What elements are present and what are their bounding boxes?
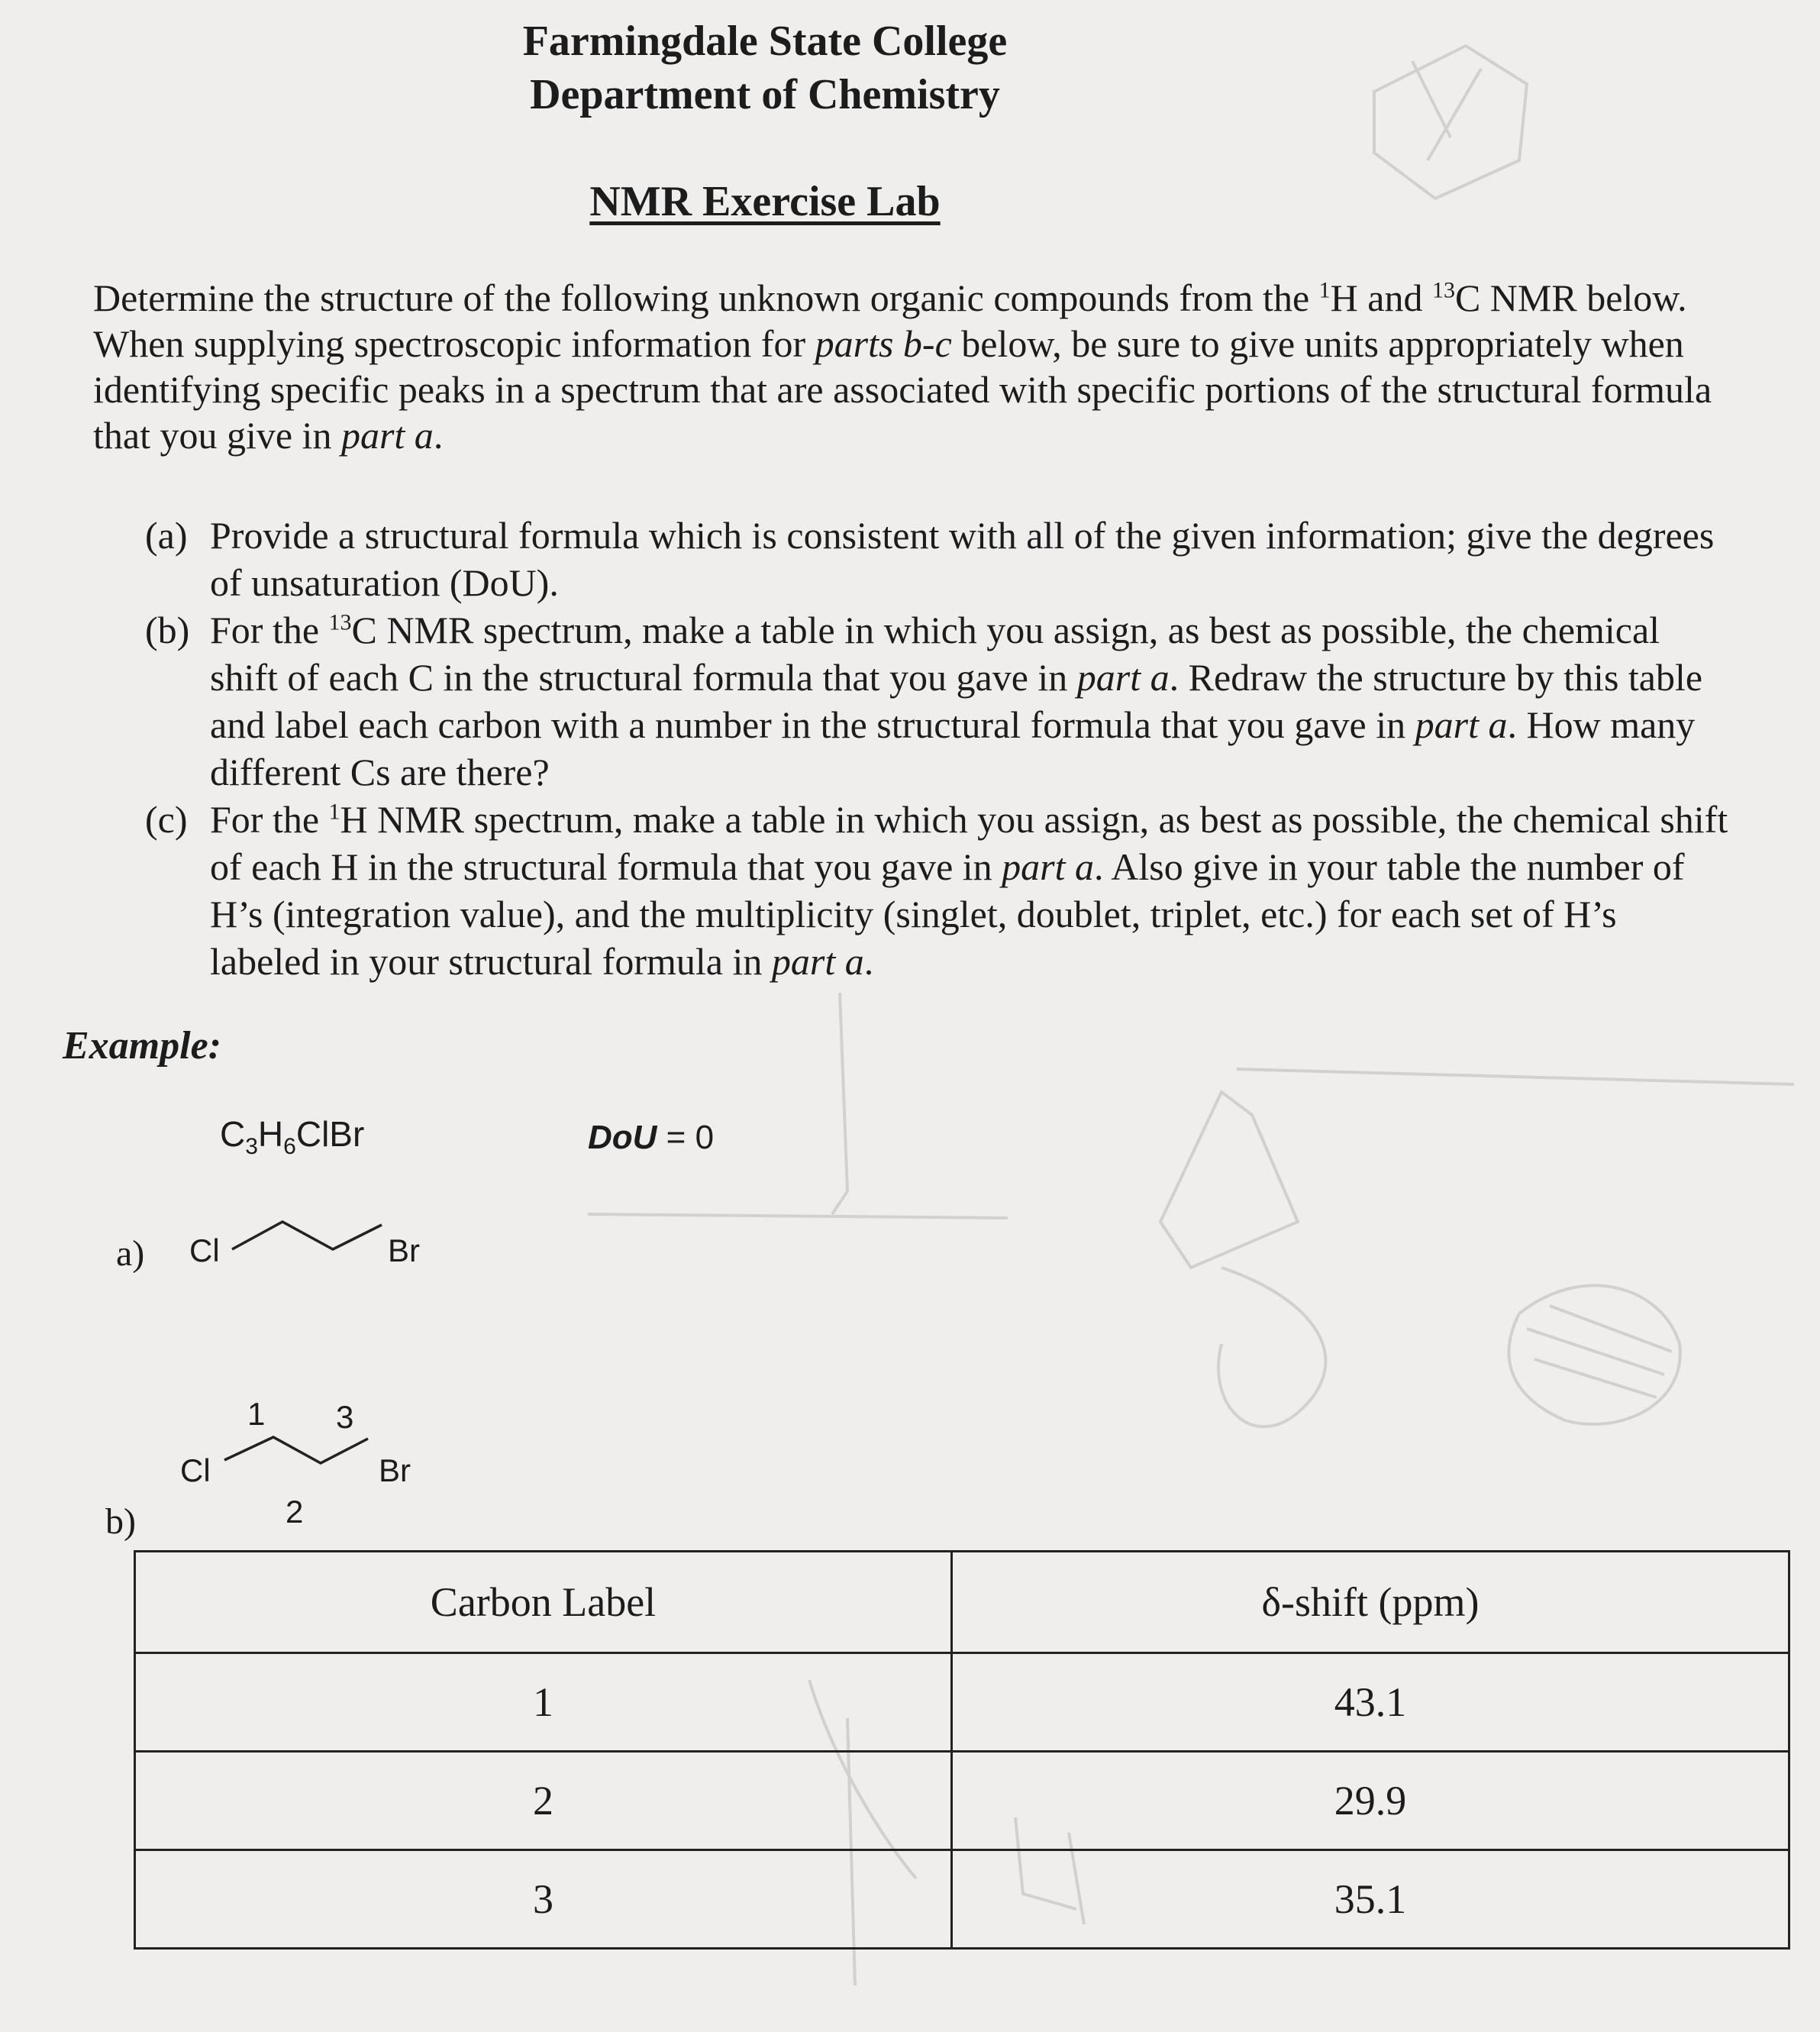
example-heading: Example: <box>63 1024 221 1068</box>
shift-cell: 35.1 <box>952 1850 1789 1949</box>
mol-b-bromine: Br <box>379 1452 411 1488</box>
question-a <box>145 512 1733 606</box>
mol-a-chlorine: Cl <box>189 1232 220 1268</box>
question-b <box>145 606 1733 796</box>
college-name: Farmingdale State College <box>522 18 1008 65</box>
instructions-paragraph: Determine the structure of the following unknown organic compounds from the $^1$H and $^{13}$C NMR below. When supplying spectroscopic information for parts b-c below, be sure to give units appropriately when identifying specific peaks in a spectrum that are associated with specific portions of the structural formula that you give in part a. <box>93 276 1712 457</box>
carbon-shift-table <box>134 1550 1790 1950</box>
question-b-label: (b) <box>145 609 190 651</box>
part-a-label: a) <box>116 1233 145 1274</box>
question-c-label: (c) <box>145 798 188 841</box>
department-name: Department of Chemistry <box>530 71 1000 118</box>
table-header-row <box>135 1552 1789 1653</box>
carbon-number-2: 2 <box>286 1494 304 1530</box>
degrees-of-unsaturation: DoU = 0 <box>588 1119 715 1156</box>
table-row <box>135 1653 1789 1752</box>
page-title: NMR Exercise Lab <box>589 178 941 225</box>
carbon-label-cell: 3 <box>135 1850 952 1949</box>
table-row <box>135 1752 1789 1850</box>
question-list <box>145 512 1733 985</box>
molecular-formula: $C_3H_6ClBr$ <box>220 1114 365 1160</box>
question-c-text: For the $^1$H NMR spectrum, make a table in which you assign, as best as possible, the chemical shift of each H in the structural formula that you gave in part a. Also give in your table the number of H’s (integration value), and the multiplicity (singlet, doublet, triplet, etc.) for each set of H’s labeled in your structural formula in part a. <box>210 798 1728 983</box>
question-a-label: (a) <box>145 514 188 557</box>
table-row <box>135 1850 1789 1949</box>
header-delta-shift: δ-shift (ppm) <box>952 1552 1789 1653</box>
shift-cell: 29.9 <box>952 1752 1789 1850</box>
carbon-number-1: 1 <box>247 1396 266 1432</box>
question-a-text: Provide a structural formula which is consistent with all of the given information; give the degrees of unsaturation (DoU). <box>210 514 1715 604</box>
carbon-label-cell: 1 <box>135 1653 952 1752</box>
mol-b-chlorine: Cl <box>180 1452 211 1488</box>
carbon-number-3: 3 <box>336 1399 354 1435</box>
question-b-text: For the $^{13}$C NMR spectrum, make a table in which you assign, as best as possible, the chemical shift of each C in the structural formula that you gave in part a. Redraw the structure by this table and label each carbon with a number in the structural formula that you gave in part a. How many different Cs are there? <box>210 609 1703 793</box>
part-b-label: b) <box>105 1501 136 1542</box>
mol-b-skeleton <box>221 1433 389 1478</box>
mol-a-skeleton <box>229 1214 397 1260</box>
mol-a-bromine: Br <box>388 1232 420 1268</box>
header-carbon-label: Carbon Label <box>135 1552 952 1653</box>
carbon-label-cell: 2 <box>135 1752 952 1850</box>
shift-cell: 43.1 <box>952 1653 1789 1752</box>
question-c <box>145 796 1733 985</box>
